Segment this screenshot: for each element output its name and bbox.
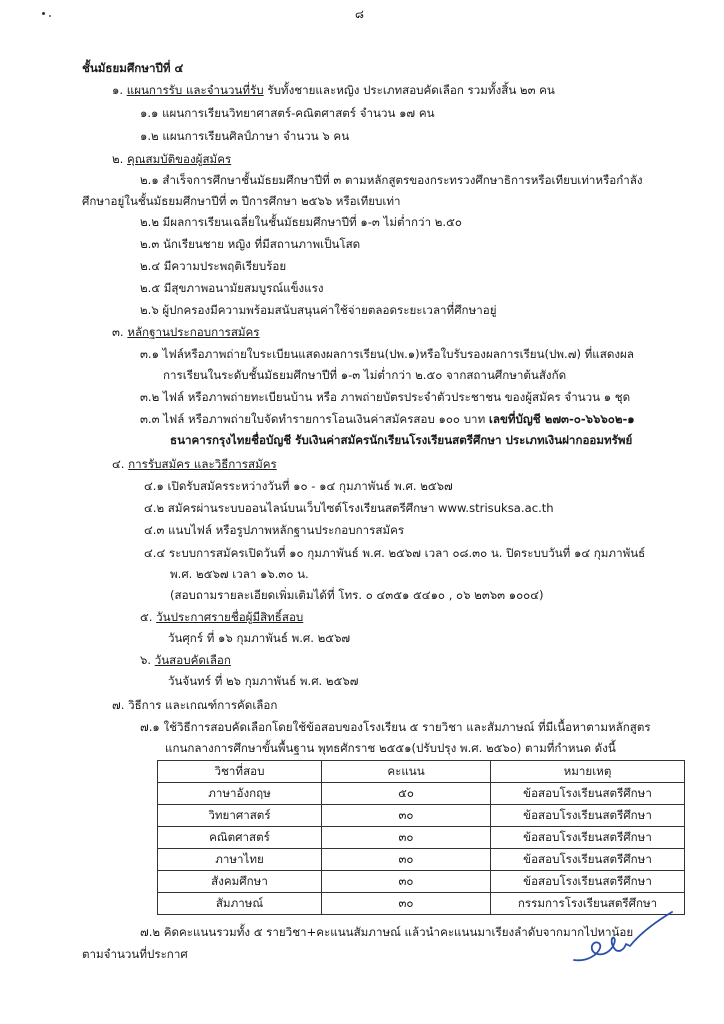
note-cell: กรรมการโรงเรียนสตรีศึกษา bbox=[491, 893, 685, 915]
score-cell: ๕๐ bbox=[322, 783, 491, 805]
list-item-text: ๓.๓ ไฟล์ หรือภาพถ่ายใบจัดทำรายการโอนเงินค่าสมัครสอบ ๑๐๐ บาท bbox=[140, 412, 489, 426]
exam-subjects-table bbox=[157, 760, 685, 915]
bank-account-name: ธนาคารกรุงไทยชื่อบัญชี รับเงินค่าสมัครนักเรียนโรงเรียนสตรีศึกษา ประเภทเงินฝากออมทรัพย์ bbox=[170, 433, 633, 447]
list-item: ๒.๔ มีความประพฤติเรียบร้อย bbox=[140, 259, 287, 273]
note-cell: ข้อสอบโรงเรียนสตรีศึกษา bbox=[491, 849, 685, 871]
page-number: ๘ bbox=[355, 7, 364, 21]
score-cell: ๓๐ bbox=[322, 827, 491, 849]
column-header: หมายเหตุ bbox=[491, 761, 685, 783]
list-item: ๒.๖ ผู้ปกครองมีความพร้อมสนับสนุนค่าใช้จ่ายตลอดระยะเวลาที่ศึกษาอยู่ bbox=[140, 303, 497, 317]
scan-speck bbox=[42, 12, 45, 15]
announce-date: วันศุกร์ ที่ ๑๖ กุมภาพันธ์ พ.ศ. ๒๕๖๗ bbox=[168, 631, 351, 645]
list-item: ๔.๔ ระบบการสมัครเปิดวันที่ ๑๐ กุมภาพันธ์ พ.ศ. ๒๕๖๗ เวลา ๐๘.๓๐ น. ปิดระบบวันที่ ๑๔ กุมภาพันธ์ bbox=[144, 546, 646, 560]
note-cell: ข้อสอบโรงเรียนสตรีศึกษา bbox=[491, 827, 685, 849]
section-heading: วันประกาศรายชื่อผู้มีสิทธิ์สอบ bbox=[156, 610, 304, 624]
score-cell: ๓๐ bbox=[322, 849, 491, 871]
subject-cell: สัมภาษณ์ bbox=[158, 893, 322, 915]
list-item: ๒.๓ นักเรียนชาย หญิง ที่มีสถานภาพเป็นโสด bbox=[140, 237, 361, 251]
list-item: ๔.๓ แนบไฟล์ หรือรูปภาพหลักฐานประกอบการสมัคร bbox=[144, 523, 405, 537]
note-cell: ข้อสอบโรงเรียนสตรีศึกษา bbox=[491, 783, 685, 805]
list-item: ๑.๑ แผนการเรียนวิทยาศาสตร์-คณิตศาสตร์ จำนวน ๑๗ คน bbox=[140, 106, 435, 120]
list-item bbox=[140, 411, 635, 427]
section-6 bbox=[140, 652, 231, 668]
section-number: ๒. bbox=[112, 152, 124, 166]
list-item: ๒.๕ มีสุขภาพอนามัยสมบูรณ์แข็งแรง bbox=[140, 281, 324, 295]
column-header: คะแนน bbox=[322, 761, 491, 783]
score-cell: ๓๐ bbox=[322, 871, 491, 893]
section-7 bbox=[112, 697, 277, 713]
subject-cell: วิทยาศาสตร์ bbox=[158, 805, 322, 827]
note-cell: ข้อสอบโรงเรียนสตรีศึกษา bbox=[491, 805, 685, 827]
section-heading: การรับสมัคร และวิธีการสมัคร bbox=[128, 457, 277, 471]
list-item: ๔.๑ เปิดรับสมัครระหว่างวันที่ ๑๐ - ๑๔ กุมภาพันธ์ พ.ศ. ๒๕๖๗ bbox=[144, 479, 453, 493]
section-3 bbox=[112, 324, 260, 340]
list-item-continued: การเรียนในระดับชั้นมัธยมศึกษาปีที่ ๑-๓ ไม่ต่ำกว่า ๒.๕๐ จากสถานศึกษาต้นสังกัด bbox=[163, 368, 567, 382]
page-title: ชั้นมัธยมศึกษาปีที่ ๔ bbox=[82, 61, 184, 75]
section-heading: หลักฐานประกอบการสมัคร bbox=[127, 325, 260, 339]
signature-mark bbox=[568, 902, 678, 972]
exam-date: วันจันทร์ ที่ ๒๖ กุมภาพันธ์ พ.ศ. ๒๕๖๗ bbox=[168, 674, 359, 688]
contact-info: (สอบถามรายละเอียดเพิ่มเติมได้ที่ โทร. ๐ ๔๓๕๑ ๕๔๑๐ , ๐๖ ๒๓๖๓ ๑๐๐๔) bbox=[170, 588, 544, 602]
score-cell: ๓๐ bbox=[322, 893, 491, 915]
list-item: ๗.๑ ใช้วิธีการสอบคัดเลือกโดยใช้ข้อสอบของโรงเรียน ๕ รายวิชา และสัมภาษณ์ ที่มีเนื้อหาตามหลักสูตร bbox=[140, 720, 651, 734]
section-number: ๖. bbox=[140, 653, 152, 667]
section-4 bbox=[112, 456, 277, 472]
section-number: ๕. bbox=[140, 610, 153, 624]
list-item-continued: ตามจำนวนที่ประกาศ bbox=[82, 947, 188, 961]
column-header: วิชาที่สอบ bbox=[158, 761, 322, 783]
account-number: เลขที่บัญชี ๒๗๓-๐-๖๖๖๐๒-๑ bbox=[488, 412, 635, 426]
list-item: ๒.๑ สำเร็จการศึกษาชั้นมัธยมศึกษาปีที่ ๓ ตามหลักสูตรของกระทรวงศึกษาธิการหรือเทียบเท่าหรือกำลัง bbox=[140, 173, 643, 187]
list-item: ๓.๒ ไฟล์ หรือภาพถ่ายทะเบียนบ้าน หรือ ภาพถ่ายบัตรประจำตัวประชาชน ของผู้สมัคร จำนวน ๑ ชุด bbox=[140, 390, 631, 404]
section-1 bbox=[112, 82, 555, 98]
section-heading: วันสอบคัดเลือก bbox=[154, 653, 231, 667]
section-heading: คุณสมบัติของผู้สมัคร bbox=[127, 152, 232, 166]
subject-cell: สังคมศึกษา bbox=[158, 871, 322, 893]
section-number: ๗. bbox=[112, 698, 125, 712]
section-heading: แผนการรับ และจำนวนที่รับ bbox=[126, 83, 264, 97]
table-row bbox=[158, 827, 685, 849]
section-heading: วิธีการ และเกณฑ์การคัดเลือก bbox=[128, 698, 278, 712]
section-number: ๔. bbox=[112, 457, 125, 471]
section-number: ๑. bbox=[112, 83, 124, 97]
table-row bbox=[158, 805, 685, 827]
section-2 bbox=[112, 151, 231, 167]
subject-cell: คณิตศาสตร์ bbox=[158, 827, 322, 849]
section-number: ๓. bbox=[112, 325, 124, 339]
list-item: ๒.๒ มีผลการเรียนเฉลี่ยในชั้นมัธยมศึกษาปีที่ ๑-๓ ไม่ต่ำกว่า ๒.๕๐ bbox=[140, 215, 462, 229]
list-item: ๔.๒ สมัครผ่านระบบออนไลน์บนเว็บไซต์โรงเรียนสตรีศึกษา www.strisuksa.ac.th bbox=[144, 501, 554, 515]
list-item-continued: พ.ศ. ๒๕๖๗ เวลา ๑๖.๓๐ น. bbox=[170, 567, 309, 581]
section-5 bbox=[140, 609, 303, 625]
table-row bbox=[158, 783, 685, 805]
list-item: ๓.๑ ไฟล์หรือภาพถ่ายใบระเบียนแสดงผลการเรียน(ปพ.๑)หรือใบรับรองผลการเรียน(ปพ.๗) ที่แสดงผล bbox=[140, 347, 634, 361]
list-item: ๑.๒ แผนการเรียนศิลป์ภาษา จำนวน ๖ คน bbox=[140, 129, 350, 143]
list-item-continued: ศึกษาอยู่ในชั้นมัธยมศึกษาปีที่ ๓ ปีการศึกษา ๒๕๖๖ หรือเทียบเท่า bbox=[82, 194, 401, 208]
list-item-continued: แกนกลางการศึกษาขั้นพื้นฐาน พุทธศักราช ๒๕๕๑(ปรับปรุง พ.ศ. ๒๕๖๐) ตามที่กำหนด ดังนี้ bbox=[165, 741, 616, 755]
subject-cell: ภาษาอังกฤษ bbox=[158, 783, 322, 805]
table-row bbox=[158, 871, 685, 893]
list-item: ๗.๒ คิดคะแนนรวมทั้ง ๕ รายวิชา+คะแนนสัมภาษณ์ แล้วนำคะแนนมาเรียงลำดับจากมากไปหาน้อย bbox=[140, 925, 634, 939]
section-text: รับทั้งชายและหญิง ประเภทสอบคัดเลือก รวมทั้งสิ้น ๒๓ คน bbox=[263, 83, 555, 97]
note-cell: ข้อสอบโรงเรียนสตรีศึกษา bbox=[491, 871, 685, 893]
table-header-row bbox=[158, 761, 685, 783]
scan-speck bbox=[49, 15, 51, 17]
table-row bbox=[158, 849, 685, 871]
subject-cell: ภาษาไทย bbox=[158, 849, 322, 871]
score-cell: ๓๐ bbox=[322, 805, 491, 827]
